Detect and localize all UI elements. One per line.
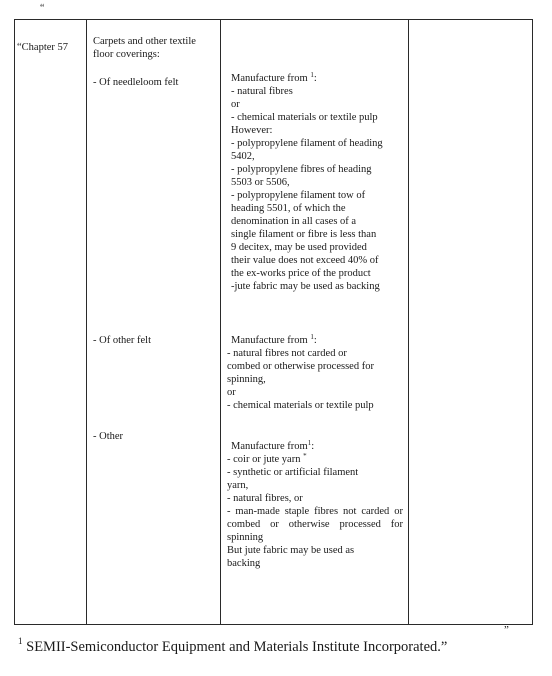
rule-intro-end: :	[313, 73, 317, 84]
rule-lines: - natural fibres not carded or combed or otherwise processed for spinning, or - chemical materials or textile pulp	[227, 348, 374, 411]
rule-line-coir: - coir or jute yarn	[227, 454, 301, 465]
column-divider-2	[220, 19, 221, 625]
rule-other-felt	[227, 334, 405, 412]
rule-intro: Manufacture from	[231, 335, 308, 346]
column-divider-1	[86, 19, 87, 625]
description-cell: Carpets and other textile floor coverings:	[93, 36, 196, 60]
rule-intro: Manufacture from	[231, 441, 308, 452]
footnote-marker: 1	[18, 636, 23, 646]
rule-lines: - synthetic or artificial filament yarn, - natural fibres, or	[227, 467, 359, 504]
footnote-ref: 1	[307, 439, 312, 447]
footnote-ref: 1	[310, 333, 314, 341]
rule-intro-end: :	[313, 335, 317, 346]
rule-tail: But jute fabric may be used as backing	[227, 545, 355, 569]
rule-lines: - natural fibres or - chemical materials or textile pulp However: - polypropylene filament of heading 5402, - polypropylene fibres of heading 5503 or 5506, - polypropylene filament tow of heading 5501, of which the denomination in all cases of a single filament or fibre is less than 9 decitex, may be used provided their value does not exceed 40% of the ex-works price of the product -jute fabric may be used as backing	[231, 86, 383, 292]
rule-other	[227, 440, 403, 570]
footnote-ref: 1	[310, 71, 314, 79]
asterisk-mark: *	[303, 452, 307, 460]
table-left-border	[14, 19, 15, 625]
table-bottom-border	[14, 624, 533, 625]
item-label-other-felt: - Of other felt	[93, 335, 152, 346]
table-right-border	[532, 19, 533, 625]
rule-needleloom	[227, 72, 405, 293]
rule-intro: Manufacture from	[231, 73, 308, 84]
item-label-needleloom: - Of needleloom felt	[93, 77, 179, 88]
footnote-text: SEMII-Semiconductor Equipment and Materials Institute Incorporated.”	[26, 639, 448, 655]
end-quote-mark: ”	[504, 624, 509, 636]
item-label-other: - Other	[93, 431, 124, 442]
table-top-border	[14, 19, 533, 20]
rule-justified: - man-made staple fibres not carded or combed or otherwise processed for spinning	[227, 506, 403, 543]
footnote	[18, 638, 447, 656]
column-divider-3	[408, 19, 409, 625]
top-quote-mark: “	[40, 3, 45, 14]
heading-cell: “Chapter 57	[17, 42, 69, 53]
rule-intro-end: :	[311, 441, 315, 452]
